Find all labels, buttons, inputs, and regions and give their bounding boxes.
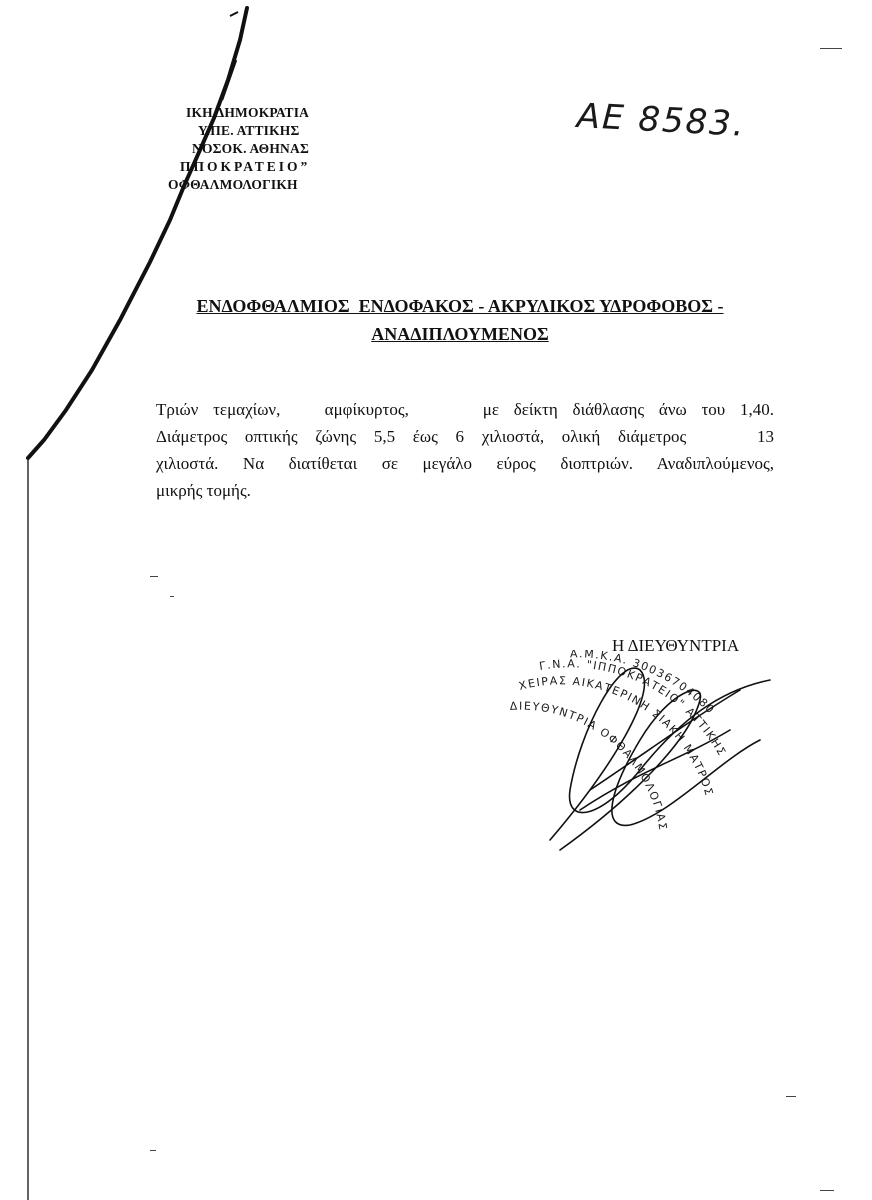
svg-text:ΔΙΕΥΘΥΝΤΡΙΑ ΟΦΘΑΛΜΟΛΟΓΙΑΣ: ΔΙΕΥΘΥΝΤΡΙΑ ΟΦΘΑΛΜΟΛΟΓΙΑΣ [509, 699, 670, 833]
svg-text:ΧΕΙΡΑΣ ΑΙΚΑΤΕΡΙΝΗ ΣΙΑΚΗ ΜΑΤΡΟΣ: ΧΕΙΡΑΣ ΑΙΚΑΤΕΡΙΝΗ ΣΙΑΚΗ ΜΑΤΡΟΣ [517, 674, 716, 799]
scan-mark [150, 1150, 156, 1151]
scan-mark [820, 48, 842, 49]
title-line-1: ΕΝΔΟΦΘΑΛΜΙΟΣ ΕΝΔΟΦΑΚΟΣ - ΑΚΡΥΛΙΚΟΣ ΥΔΡΟΦΟΒΟΣ - [196, 296, 724, 316]
document-title [100, 292, 820, 348]
header-line: ΙΚΗ ΔΗΜΟΚΡΑΤΙΑ [186, 105, 310, 120]
title-line-2: ΑΝΑΔΙΠΛΟΥΜΕΝΟΣ [371, 324, 549, 344]
specification-paragraph [156, 396, 774, 504]
header-line: ΠΠΟΚΡΑΤΕΙΟ” [180, 159, 311, 174]
scan-mark [150, 576, 158, 577]
paragraph-line: Διάμετρος οπτικής ζώνης 5,5 έως 6 χιλιοστά, ολική διάμετρος 13 [156, 427, 774, 446]
scan-mark [786, 1096, 796, 1097]
handwritten-reference-number: ΑΕ 8583. [575, 96, 747, 145]
paragraph-line: Τριών τεμαχίων, αμφίκυρτος, με δείκτη διάθλασης άνω του 1,40. [156, 400, 774, 419]
signatory-title: Η ΔΙΕΥΘΥΝΤΡΙΑ [612, 636, 740, 655]
svg-text:Α.Μ.Κ.Α. 30036704080: Α.Μ.Κ.Α. 30036704080 [569, 650, 718, 717]
header-line: ΝΟΣΟΚ. ΑΘΗΝΑΣ [192, 141, 309, 156]
scan-mark [170, 596, 174, 597]
svg-text:Γ.Ν.Α. "ΙΠΠΟΚΡΑΤΕΙΟ" ΑΤΤΙΚΗΣ: Γ.Ν.Α. "ΙΠΠΟΚΡΑΤΕΙΟ" ΑΤΤΙΚΗΣ [538, 657, 729, 759]
header-line: ΟΦΘΑΛΜΟΛΟΓΙΚΗ [168, 177, 298, 192]
header-line: Υ.ΠΕ. ΑΤΤΙΚΗΣ [198, 123, 300, 138]
official-stamp-and-signature [490, 650, 790, 880]
scan-mark [820, 1190, 834, 1191]
paragraph-line: μικρής τομής. [156, 481, 251, 500]
issuer-header [160, 104, 310, 194]
paragraph-line: χιλιοστά. Να διατίθεται σε μεγάλο εύρος διοπτριών. Αναδιπλούμενος, [156, 454, 774, 473]
